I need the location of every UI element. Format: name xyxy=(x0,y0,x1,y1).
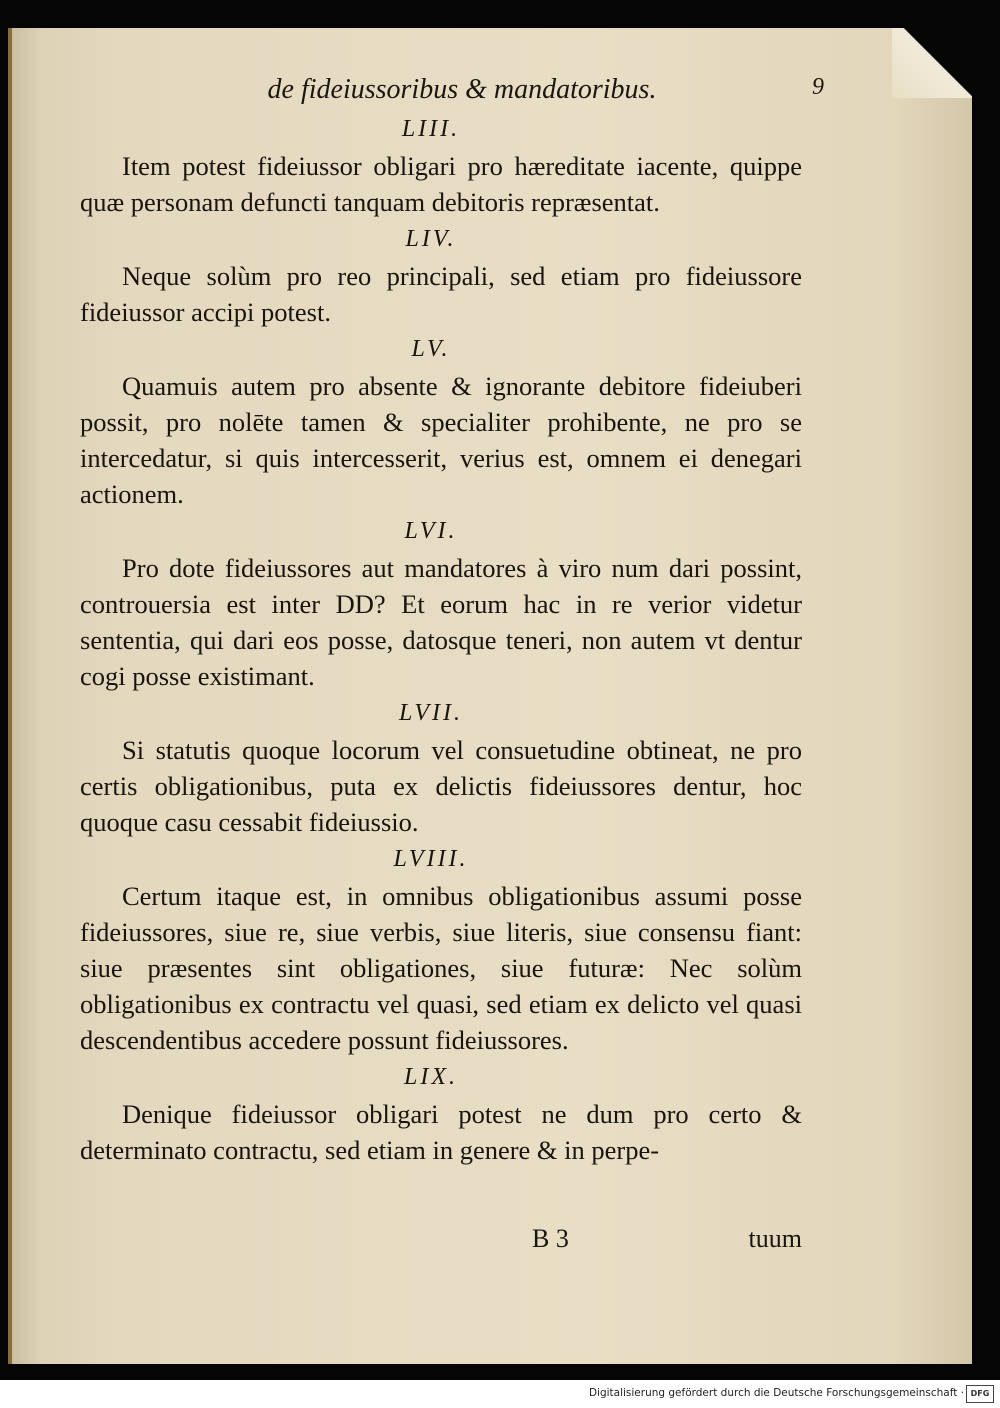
section-heading-liv: LIV. xyxy=(405,226,457,252)
credit-text: Digitalisierung gefördert durch die Deutsche Forschungsgemeinschaft · xyxy=(588,1387,964,1399)
section-heading-lviii: LVIII. xyxy=(393,846,469,872)
section-heading-lvi: LVI. xyxy=(404,518,458,544)
section-heading-lv: LV. xyxy=(411,336,451,362)
section-text-lvi: Pro dote fideiussores aut mandatores à viro num dari possint, controuersia est inter DD? Et eorum hac in re verior videtur sententia, qui dari eos posse, datosque teneri, non autem vt dentur cogi posse existimant. xyxy=(80,553,802,691)
section-heading-lix: LIX. xyxy=(404,1064,458,1090)
credit-bar xyxy=(0,1380,1000,1408)
section-heading-liii: LIII. xyxy=(401,116,461,142)
section-text-liv: Neque solùm pro reo principali, sed etiam pro fideiussore fideiussor accipi potest. xyxy=(80,261,802,327)
page-number: 9 xyxy=(812,74,824,100)
section-text-liii: Item potest fideiussor obligari pro hæreditate iacente, quippe quæ personam defuncti tanquam debitoris repræsentat. xyxy=(80,151,802,217)
body-text xyxy=(80,114,802,1172)
section-text-lvii: Si statutis quoque locorum vel consuetudine obtineat, ne pro certis obligationibus, puta ex delictis fideiussores dentur, hoc quoque casu cessabit fideiussio. xyxy=(80,735,802,837)
section-heading-lvii: LVII. xyxy=(398,700,464,726)
section-text-lviii: Certum itaque est, in omnibus obligationibus assumi posse fideiussores, siue re, siue verbis, siue literis, siue consensu fiant: siue præsentes sint obligationes, siue futuræ: Nec solùm obligationibus ex contractu vel quasi, sed etiam ex delicto vel quasi descendentibus accedere possunt fideiussores. xyxy=(80,881,802,1055)
book-page xyxy=(8,28,972,1364)
catchword: tuum xyxy=(748,1224,802,1253)
signature-mark: B 3 xyxy=(532,1224,569,1253)
running-title: de fideiussoribus & mandatoribus. xyxy=(267,74,657,105)
dfg-logo-icon: DFG xyxy=(966,1385,994,1403)
section-text-lv: Quamuis autem pro absente & ignorante debitore fideiuberi possit, pro nolēte tamen & specialiter prohibente, ne pro se intercedatur, si quis intercesserit, verius est, omnem ei denegari actionem. xyxy=(80,371,802,509)
section-text-lix: Denique fideiussor obligari potest ne dum pro certo & determinato contractu, sed etiam in genere & in perpe- xyxy=(80,1099,802,1165)
